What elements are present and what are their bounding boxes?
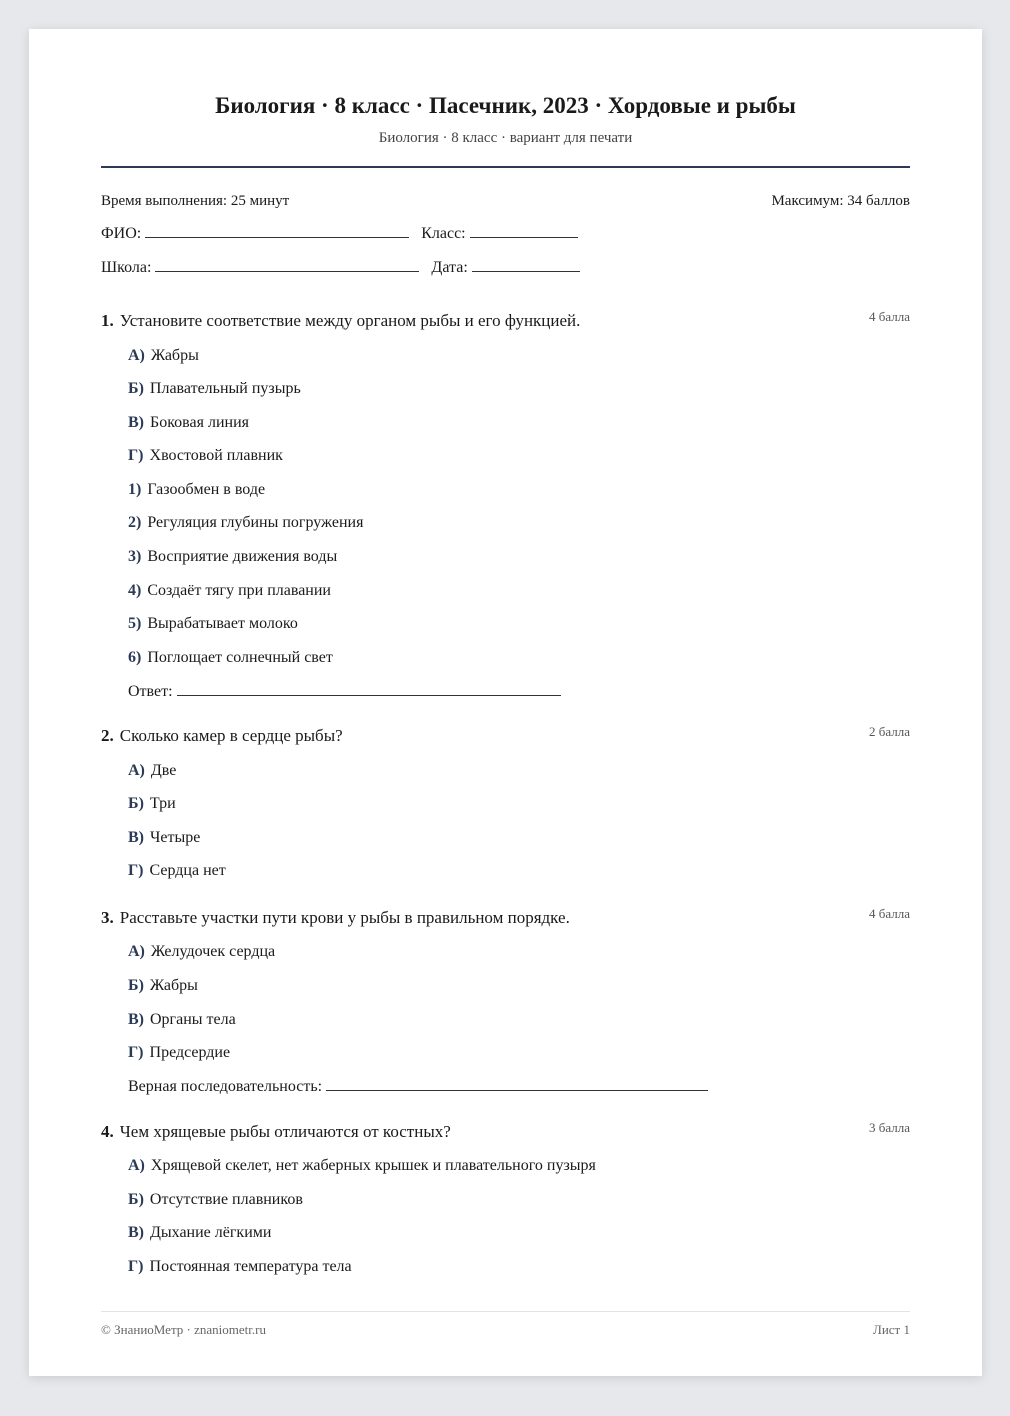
question-2 — [101, 726, 910, 746]
footer-page-number: Лист 1 — [873, 1322, 910, 1337]
option-item — [128, 1191, 303, 1209]
option-item — [128, 447, 283, 465]
question-points: 2 балла — [869, 724, 910, 739]
question-3 — [101, 908, 910, 928]
date-blank[interactable] — [472, 270, 580, 272]
option-item — [128, 829, 200, 847]
page-content — [101, 29, 910, 1376]
page-subtitle: Биология · 8 класс · вариант для печати — [378, 130, 633, 146]
option-text: Газообмен в воде — [147, 481, 266, 498]
option-item — [128, 1011, 236, 1029]
answer-row — [128, 683, 569, 701]
option-label: А) — [128, 943, 145, 960]
option-item — [128, 514, 363, 532]
question-4 — [101, 1122, 910, 1142]
option-label: Б) — [128, 1191, 144, 1208]
option-text: Две — [150, 762, 177, 779]
option-text: Три — [149, 795, 176, 812]
option-item — [128, 414, 249, 432]
school-blank[interactable] — [155, 270, 419, 272]
answer-label: Ответ: — [128, 683, 173, 700]
question-text: Установите соответствие между органом рыбы и его функцией. — [119, 311, 581, 330]
option-item — [128, 380, 301, 398]
header-divider — [101, 166, 910, 168]
option-label: А) — [128, 1157, 145, 1174]
option-label: 6) — [128, 649, 142, 666]
option-text: Сердца нет — [149, 862, 226, 879]
option-text: Органы тела — [150, 1011, 236, 1028]
option-label: В) — [128, 829, 144, 846]
option-item — [128, 481, 265, 499]
option-label: 3) — [128, 548, 142, 565]
option-text: Боковая линия — [150, 414, 249, 431]
date-label: Дата: — [431, 259, 468, 276]
answer-blank[interactable] — [177, 694, 561, 696]
sequence-blank[interactable] — [326, 1089, 708, 1091]
option-item — [128, 977, 198, 995]
question-points: 4 балла — [869, 906, 910, 921]
fio-blank[interactable] — [145, 236, 409, 238]
option-text: Четыре — [150, 829, 201, 846]
time-limit: Время выполнения: 25 минут — [101, 193, 290, 209]
option-label: 5) — [128, 615, 142, 632]
school-date-row — [101, 259, 588, 277]
option-item — [128, 762, 176, 780]
option-text: Жабры — [150, 347, 199, 364]
option-label: Б) — [128, 795, 144, 812]
answer-label: Верная последовательность: — [128, 1078, 323, 1095]
option-label: В) — [128, 1224, 144, 1241]
question-points: 4 балла — [869, 309, 910, 324]
class-label: Класс: — [421, 225, 466, 242]
option-label: В) — [128, 1011, 144, 1028]
option-label: Г) — [128, 1258, 144, 1275]
option-item — [128, 1044, 230, 1062]
option-item — [128, 943, 275, 961]
option-text: Восприятие движения воды — [147, 548, 338, 565]
option-text: Поглощает солнечный свет — [147, 649, 333, 666]
option-label: Г) — [128, 447, 144, 464]
option-text: Жабры — [149, 977, 198, 994]
option-text: Плавательный пузырь — [149, 380, 301, 397]
option-label: Г) — [128, 1044, 144, 1061]
option-text: Хвостовой плавник — [149, 447, 283, 464]
option-text: Хрящевой скелет, нет жаберных крышек и плавательного пузыря — [150, 1157, 596, 1174]
question-text: Сколько камер в сердце рыбы? — [119, 726, 343, 745]
option-item — [128, 548, 337, 566]
option-item — [128, 795, 176, 813]
option-label: Б) — [128, 380, 144, 397]
footer-divider — [101, 1311, 910, 1312]
school-label: Школа: — [101, 259, 152, 276]
name-class-row — [101, 225, 586, 243]
option-text: Регуляция глубины погружения — [147, 514, 364, 531]
option-label: 4) — [128, 582, 142, 599]
question-number: 1. — [101, 311, 114, 330]
question-number: 2. — [101, 726, 114, 745]
question-number: 3. — [101, 908, 114, 927]
page-title: Биология · 8 класс · Пасечник, 2023 · Хордовые и рыбы — [215, 93, 796, 118]
question-text: Расставьте участки пути крови у рыбы в правильном порядке. — [119, 908, 570, 927]
option-text: Дыхание лёгкими — [150, 1224, 272, 1241]
option-text: Отсутствие плавников — [149, 1191, 303, 1208]
option-item — [128, 649, 333, 667]
option-item — [128, 862, 226, 880]
option-text: Предсердие — [149, 1044, 231, 1061]
option-item — [128, 347, 199, 365]
option-item — [128, 615, 298, 633]
fio-label: ФИО: — [101, 225, 142, 242]
option-text: Желудочек сердца — [150, 943, 276, 960]
answer-row — [128, 1078, 716, 1096]
option-label: А) — [128, 762, 145, 779]
option-item — [128, 1157, 596, 1175]
option-label: 2) — [128, 514, 142, 531]
question-1 — [101, 311, 910, 331]
option-item — [128, 1224, 271, 1242]
worksheet-page — [29, 29, 982, 1376]
option-item — [128, 1258, 352, 1276]
option-label: Б) — [128, 977, 144, 994]
option-text: Вырабатывает молоко — [147, 615, 298, 632]
question-number: 4. — [101, 1122, 114, 1141]
option-label: А) — [128, 347, 145, 364]
option-label: 1) — [128, 481, 142, 498]
max-score: Максимум: 34 баллов — [771, 193, 910, 209]
footer-copyright: © ЗнаниоМетр · znaniometr.ru — [101, 1322, 266, 1337]
question-text: Чем хрящевые рыбы отличаются от костных? — [119, 1122, 451, 1141]
option-text: Постоянная температура тела — [149, 1258, 352, 1275]
option-label: В) — [128, 414, 144, 431]
class-blank[interactable] — [470, 236, 578, 238]
option-text: Создаёт тягу при плавании — [147, 582, 331, 599]
option-label: Г) — [128, 862, 144, 879]
question-points: 3 балла — [869, 1120, 910, 1135]
option-item — [128, 582, 331, 600]
